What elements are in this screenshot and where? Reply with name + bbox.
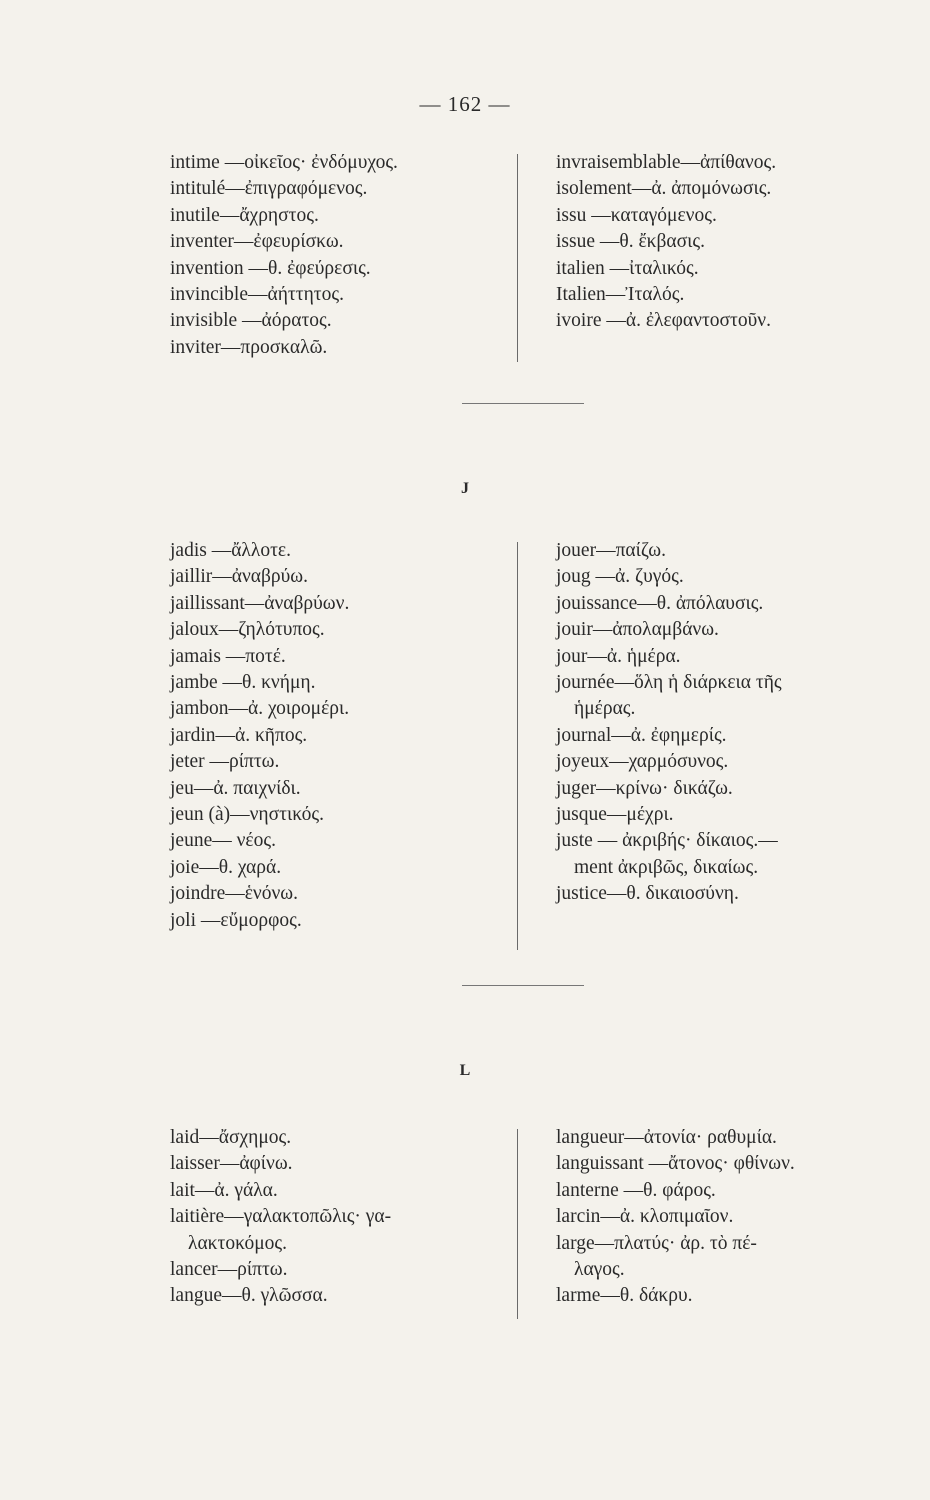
- dictionary-entry: juste — ἀκριβής· δίκαιος.—: [556, 830, 778, 852]
- dictionary-entry: isolement—ἀ. ἀπομόνωσις.: [556, 178, 772, 200]
- dictionary-entry: intitulé—ἐπιγραφόμενος.: [170, 178, 368, 200]
- column-divider: [517, 1129, 518, 1319]
- dictionary-entry: juger—κρίνω· δικάζω.: [556, 777, 733, 799]
- dictionary-entry: jadis —ἄλλοτε.: [170, 540, 291, 561]
- dictionary-entry: Italien—Ἰταλός.: [556, 284, 685, 306]
- dictionary-entry: lanterne —θ. φάρος.: [556, 1179, 716, 1201]
- dictionary-entry: joindre—ἑνόνω.: [170, 883, 299, 905]
- column-divider: [517, 154, 518, 362]
- dictionary-entry-continuation: ment ἀκριβῶς, δικαίως.: [574, 856, 759, 878]
- section-rule: [462, 403, 584, 404]
- column-divider: [517, 542, 518, 950]
- dictionary-entry: journée—ὅλη ἡ διάρκεια τῆς: [556, 672, 782, 694]
- section-rule: [462, 985, 584, 986]
- dictionary-entry: larme—θ. δάκρυ.: [556, 1285, 693, 1307]
- dictionary-entry: jaillissant—ἀναβρύων.: [170, 592, 350, 614]
- dictionary-entry-continuation: ἡμέρας.: [574, 698, 636, 720]
- column-left: [170, 150, 398, 361]
- dictionary-entry: inutile—ἄχρηστος.: [170, 204, 319, 226]
- dictionary-entry: jeun (à)—νηστικός.: [170, 804, 324, 826]
- dictionary-entry: jamais —ποτέ.: [170, 645, 286, 667]
- dictionary-entry: laid—ἄσχημος.: [170, 1127, 292, 1148]
- dictionary-entry: jouer—παίζω.: [556, 540, 666, 561]
- dictionary-entry: lait—ἀ. γάλα.: [170, 1179, 278, 1201]
- dictionary-entry: joyeux—χαρμόσυνος.: [556, 751, 729, 773]
- dictionary-entry: jusque—μέχρι.: [556, 804, 674, 826]
- dictionary-entry: jambe —θ. κνήμη.: [170, 672, 316, 694]
- dictionary-entry: jouir—ἀπολαμβάνω.: [556, 619, 719, 641]
- dictionary-entry: lancer—ρίπτω.: [170, 1259, 288, 1281]
- dictionary-entry: jaillir—ἀναβρύω.: [170, 566, 309, 588]
- dictionary-entry: jeter —ρίπτω.: [170, 751, 280, 773]
- dictionary-entry: languissant —ἄτονος· φθίνων.: [556, 1153, 795, 1175]
- letter-heading-j: J: [461, 480, 469, 497]
- column-left: [170, 1125, 391, 1310]
- dictionary-entry: langue—θ. γλῶσσα.: [170, 1285, 328, 1307]
- dictionary-entry-continuation: λαγος.: [574, 1259, 625, 1281]
- dictionary-entry: jardin—ἀ. κῆπος.: [170, 724, 308, 746]
- dictionary-entry: inventer—ἐφευρίσκω.: [170, 231, 344, 253]
- dictionary-entry: justice—θ. δικαιοσύνη.: [556, 883, 739, 905]
- dictionary-entry: ivoire —ἀ. ἐλεφαντοστοῦν.: [556, 310, 771, 332]
- dictionary-entry: jouissance—θ. ἀπόλαυσις.: [556, 592, 764, 614]
- dictionary-entry: intime —οἰκεῖος· ἐνδόμυχος.: [170, 152, 398, 173]
- column-right: [556, 150, 776, 335]
- dictionary-entry: joie—θ. χαρά.: [170, 856, 282, 878]
- dictionary-entry: langueur—ἀτονία· ραθυμία.: [556, 1127, 777, 1148]
- dictionary-entry: jour—ἀ. ἡμέρα.: [556, 645, 681, 667]
- dictionary-entry: italien —ἰταλικός.: [556, 257, 699, 279]
- dictionary-entry: invisible —ἀόρατος.: [170, 310, 332, 332]
- dictionary-entry: issue —θ. ἔκβασις.: [556, 231, 705, 253]
- dictionary-entry: invention —θ. ἐφεύρεσις.: [170, 257, 371, 279]
- dictionary-entry: jambon—ἀ. χοιρομέρι.: [170, 698, 350, 720]
- dictionary-entry: jeune— νέος.: [170, 830, 276, 852]
- dictionary-entry: laitière—γαλακτοπῶλις· γα-: [170, 1206, 392, 1228]
- dictionary-entry: jeu—ἀ. παιχνίδι.: [170, 777, 301, 799]
- page-number: — 162 —: [419, 92, 511, 116]
- dictionary-entry: inviter—προσκαλῶ.: [170, 336, 328, 358]
- column-left: [170, 538, 349, 934]
- dictionary-entry: joli —εὔμορφος.: [170, 909, 302, 931]
- dictionary-entry: joug —ἀ. ζυγός.: [556, 566, 684, 588]
- dictionary-entry: larcin—ἀ. κλοπιμαῖον.: [556, 1206, 734, 1228]
- dictionary-entry: invraisemblable—ἀπίθανος.: [556, 152, 777, 173]
- dictionary-entry: jaloux—ζηλότυπος.: [170, 619, 325, 641]
- dictionary-entry: large—πλατύς· ἀρ. τὸ πέ-: [556, 1232, 757, 1254]
- column-right: [556, 1125, 795, 1310]
- letter-heading-l: L: [459, 1062, 471, 1079]
- dictionary-entry: laisser—ἀφίνω.: [170, 1153, 293, 1175]
- column-right: [556, 538, 782, 908]
- dictionary-entry: journal—ἀ. ἐφημερίς.: [556, 724, 727, 746]
- dictionary-entry: issu —καταγόμενος.: [556, 204, 717, 226]
- dictionary-entry: invincible—ἀήττητος.: [170, 284, 344, 306]
- dictionary-entry-continuation: λακτοκόμος.: [188, 1232, 288, 1254]
